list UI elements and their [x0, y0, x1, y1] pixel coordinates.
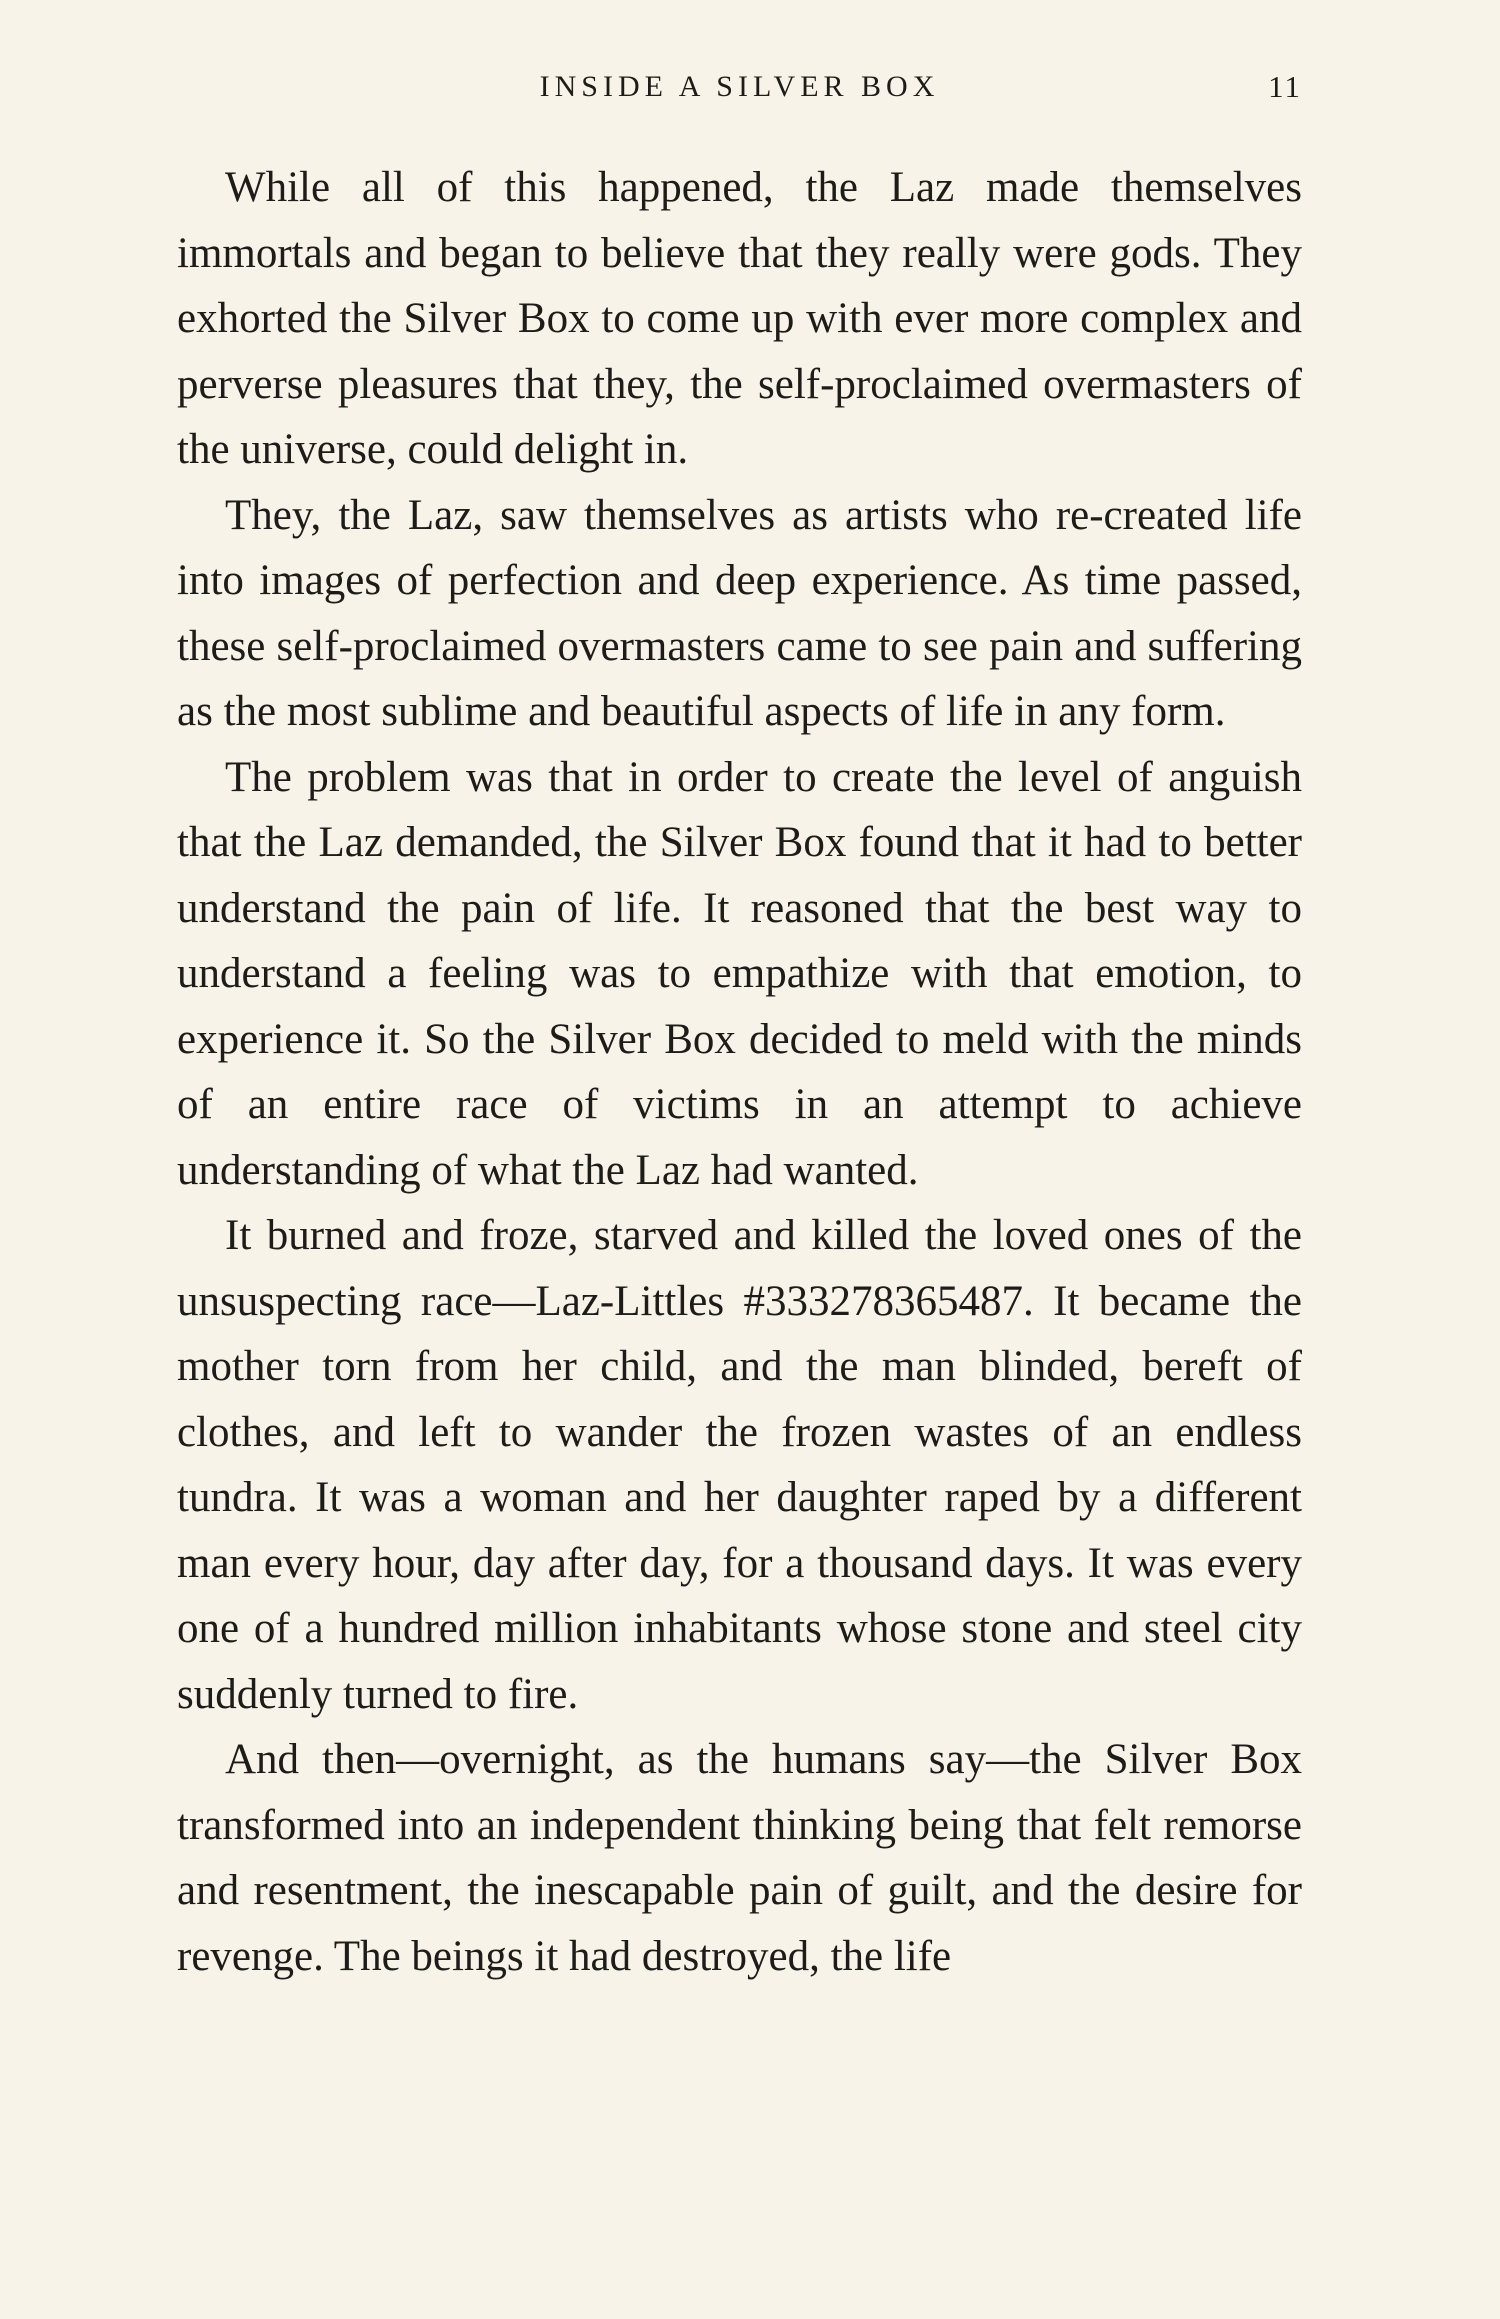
body-text	[177, 155, 1302, 1989]
running-title: INSIDE A SILVER BOX	[539, 70, 940, 103]
paragraph: They, the Laz, saw themselves as artists who re-created life into images of perfection and deep experience. As time passed, these self-proclaimed overmasters came to see pain and suffering as the most sublime and beautiful aspects of life in any form.	[177, 491, 1302, 735]
paragraph: While all of this happened, the Laz made themselves immortals and began to believe that they really were gods. They exhorted the Silver Box to come up with ever more complex and perverse pleasures that they, the self-proclaimed overmasters of the universe, could delight in.	[177, 164, 1302, 473]
paragraph: It burned and froze, starved and killed the loved ones of the unsuspecting race—Laz-Littles #333278365487. It became the mother torn from her child, and the man blinded, bereft of clothes, and left to wander the frozen wastes of an endless tundra. It was a woman and her daughter raped by a different man every hour, day after day, for a thousand days. It was every one of a hundred million inhabitants whose stone and steel city suddenly turned to fire.	[177, 1212, 1302, 1718]
paragraph: And then—overnight, as the humans say—the Silver Box transformed into an independent thinking being that felt remorse and resentment, the inescapable pain of guilt, and the desire for revenge. The beings it had destroyed, the life	[177, 1736, 1302, 1980]
paragraph: The problem was that in order to create the level of anguish that the Laz demanded, the Silver Box found that it had to better understand the pain of life. It reasoned that the best way to understand a feeling was to empathize with that emotion, to experience it. So the Silver Box decided to meld with the minds of an entire race of victims in an attempt to achieve understanding of what the Laz had wanted.	[177, 753, 1302, 1194]
running-head	[177, 62, 1302, 112]
page-number: 11	[1268, 69, 1302, 104]
